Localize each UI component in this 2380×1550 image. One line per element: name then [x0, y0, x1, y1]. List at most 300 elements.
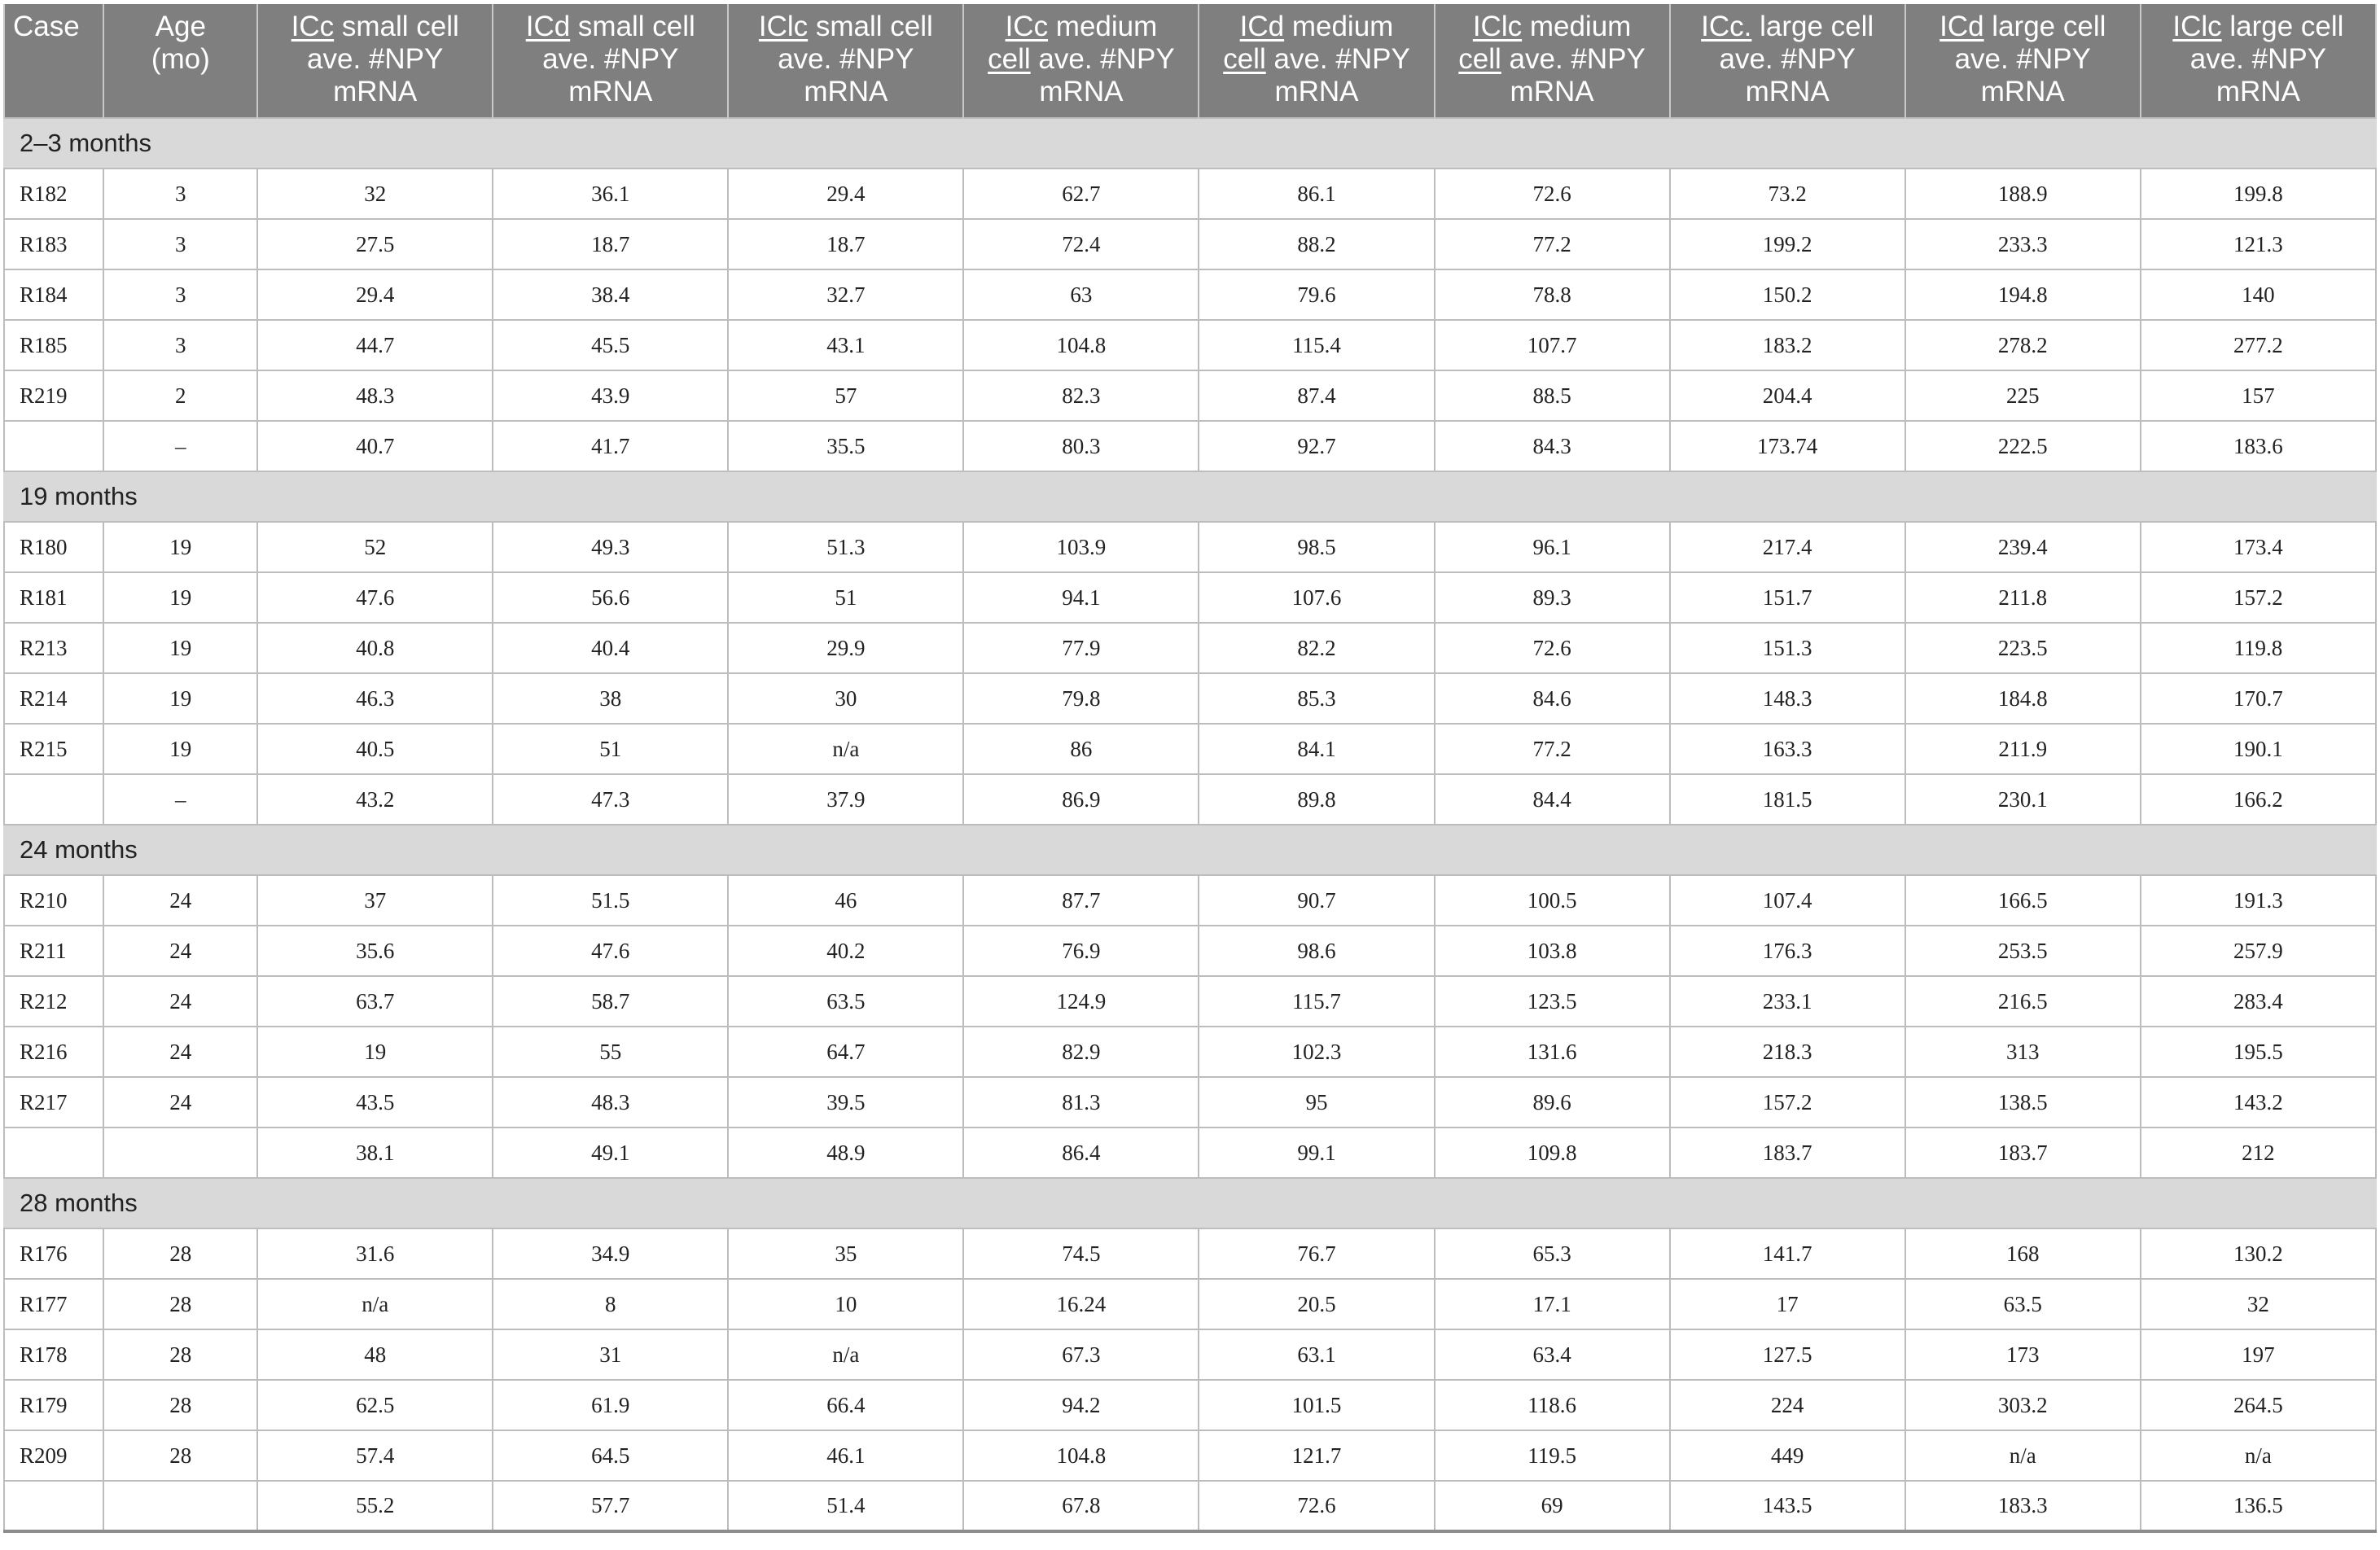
value-cell: 76.7 — [1199, 1228, 1434, 1279]
value-cell: 65.3 — [1435, 1228, 1670, 1279]
value-cell: 51.3 — [728, 522, 963, 572]
value-cell: 82.3 — [963, 370, 1199, 421]
value-cell: 52 — [257, 522, 493, 572]
case-cell: R184 — [4, 269, 103, 320]
value-cell: 84.3 — [1435, 421, 1670, 471]
value-cell: 82.2 — [1199, 623, 1434, 673]
value-cell: 96.1 — [1435, 522, 1670, 572]
column-header — [2141, 4, 2376, 118]
value-cell: 103.9 — [963, 522, 1199, 572]
value-cell: 72.4 — [963, 219, 1199, 269]
value-cell: n/a — [728, 724, 963, 774]
value-cell: 84.4 — [1435, 774, 1670, 825]
value-cell: 38.4 — [493, 269, 728, 320]
column-header-line: cell ave. #NPY — [988, 43, 1175, 75]
column-header-line: ave. #NPY — [307, 43, 444, 75]
value-cell: 98.6 — [1199, 926, 1434, 976]
age-cell: 24 — [103, 976, 257, 1027]
value-cell: 51.5 — [493, 875, 728, 926]
age-cell: 24 — [103, 1077, 257, 1127]
group-label: 28 months — [4, 1178, 2376, 1228]
value-cell: 63.5 — [728, 976, 963, 1027]
table-row — [4, 219, 2376, 269]
value-cell: 47.3 — [493, 774, 728, 825]
value-cell: 157.2 — [1670, 1077, 1905, 1127]
value-cell: 40.8 — [257, 623, 493, 673]
value-cell: 19 — [257, 1027, 493, 1077]
value-cell: 87.7 — [963, 875, 1199, 926]
group-header-row — [4, 825, 2376, 875]
value-cell: 46 — [728, 875, 963, 926]
column-header-region: ICc — [291, 11, 335, 42]
age-cell — [103, 1481, 257, 1531]
column-header-line: ICc. large cell — [1701, 11, 1874, 42]
value-cell: 64.7 — [728, 1027, 963, 1077]
value-cell: 86.1 — [1199, 169, 1434, 219]
value-cell: 102.3 — [1199, 1027, 1434, 1077]
value-cell: 115.4 — [1199, 320, 1434, 370]
column-header — [1670, 4, 1905, 118]
table-row — [4, 926, 2376, 976]
value-cell: 183.2 — [1670, 320, 1905, 370]
column-header-line: mRNA — [333, 76, 418, 107]
column-header-line: ICd large cell — [1940, 11, 2106, 42]
column-header — [963, 4, 1199, 118]
value-cell: 239.4 — [1905, 522, 2141, 572]
value-cell: 233.3 — [1905, 219, 2141, 269]
case-cell: R183 — [4, 219, 103, 269]
column-header-line: ICd small cell — [525, 11, 695, 42]
column-header — [4, 4, 103, 118]
value-cell: 17 — [1670, 1279, 1905, 1329]
value-cell: 101.5 — [1199, 1380, 1434, 1430]
value-cell: 8 — [493, 1279, 728, 1329]
value-cell: 157 — [2141, 370, 2376, 421]
table-row — [4, 1380, 2376, 1430]
value-cell: 176.3 — [1670, 926, 1905, 976]
value-cell: 51.4 — [728, 1481, 963, 1531]
value-cell: 48.3 — [493, 1077, 728, 1127]
age-cell: 19 — [103, 673, 257, 724]
value-cell: 41.7 — [493, 421, 728, 471]
value-cell: 20.5 — [1199, 1279, 1434, 1329]
value-cell: 127.5 — [1670, 1329, 1905, 1380]
value-cell: 38 — [493, 673, 728, 724]
table-container — [3, 4, 2377, 1533]
column-header-line: cell ave. #NPY — [1458, 43, 1646, 75]
value-cell: 151.3 — [1670, 623, 1905, 673]
value-cell: 148.3 — [1670, 673, 1905, 724]
age-cell: 28 — [103, 1380, 257, 1430]
value-cell: 35.6 — [257, 926, 493, 976]
value-cell: 183.3 — [1905, 1481, 2141, 1531]
value-cell: 57.4 — [257, 1430, 493, 1481]
table-row — [4, 370, 2376, 421]
value-cell: 233.1 — [1670, 976, 1905, 1027]
value-cell: 58.7 — [493, 976, 728, 1027]
value-cell: 143.2 — [2141, 1077, 2376, 1127]
column-header-line: IClc small cell — [758, 11, 933, 42]
table-row — [4, 673, 2376, 724]
value-cell: 131.6 — [1435, 1027, 1670, 1077]
case-cell — [4, 1481, 103, 1531]
table-row — [4, 1279, 2376, 1329]
column-header — [493, 4, 728, 118]
value-cell: 32.7 — [728, 269, 963, 320]
age-cell: 3 — [103, 169, 257, 219]
value-cell: 18.7 — [493, 219, 728, 269]
value-cell: 449 — [1670, 1430, 1905, 1481]
age-cell: 19 — [103, 572, 257, 623]
case-cell: R176 — [4, 1228, 103, 1279]
value-cell: 62.7 — [963, 169, 1199, 219]
table-row — [4, 1077, 2376, 1127]
value-cell: 46.3 — [257, 673, 493, 724]
value-cell: 77.2 — [1435, 219, 1670, 269]
value-cell: 190.1 — [2141, 724, 2376, 774]
value-cell: 29.4 — [257, 269, 493, 320]
table-row — [4, 572, 2376, 623]
value-cell: 80.3 — [963, 421, 1199, 471]
column-header-region: cell — [1223, 43, 1266, 75]
age-cell: 28 — [103, 1228, 257, 1279]
value-cell: 264.5 — [2141, 1380, 2376, 1430]
value-cell: 225 — [1905, 370, 2141, 421]
age-cell: 24 — [103, 1027, 257, 1077]
value-cell: n/a — [1905, 1430, 2141, 1481]
case-cell: R179 — [4, 1380, 103, 1430]
value-cell: 217.4 — [1670, 522, 1905, 572]
case-cell: R219 — [4, 370, 103, 421]
value-cell: 72.6 — [1199, 1481, 1434, 1531]
case-cell: R210 — [4, 875, 103, 926]
value-cell: 29.4 — [728, 169, 963, 219]
value-cell: 81.3 — [963, 1077, 1199, 1127]
column-header-region: cell — [1458, 43, 1501, 75]
value-cell: 94.1 — [963, 572, 1199, 623]
value-cell: 173 — [1905, 1329, 2141, 1380]
value-cell: 40.5 — [257, 724, 493, 774]
age-cell: 19 — [103, 724, 257, 774]
column-header-line: ICc small cell — [291, 11, 459, 42]
value-cell: 43.2 — [257, 774, 493, 825]
value-cell: 35 — [728, 1228, 963, 1279]
table-row — [4, 623, 2376, 673]
column-header-region: IClc — [758, 11, 809, 42]
column-header-line: mRNA — [1510, 76, 1594, 107]
value-cell: 48 — [257, 1329, 493, 1380]
value-cell: 90.7 — [1199, 875, 1434, 926]
column-header-region: ICc — [1005, 11, 1049, 42]
value-cell: 89.6 — [1435, 1077, 1670, 1127]
value-cell: 107.6 — [1199, 572, 1434, 623]
value-cell: 138.5 — [1905, 1077, 2141, 1127]
value-cell: 88.2 — [1199, 219, 1434, 269]
column-header — [1199, 4, 1434, 118]
mean-row — [4, 774, 2376, 825]
value-cell: 63.7 — [257, 976, 493, 1027]
value-cell: 63 — [963, 269, 1199, 320]
value-cell: 94.2 — [963, 1380, 1199, 1430]
case-cell: R180 — [4, 522, 103, 572]
value-cell: 38.1 — [257, 1127, 493, 1178]
value-cell: 184.8 — [1905, 673, 2141, 724]
value-cell: 37 — [257, 875, 493, 926]
value-cell: 46.1 — [728, 1430, 963, 1481]
value-cell: 63.1 — [1199, 1329, 1434, 1380]
value-cell: 119.5 — [1435, 1430, 1670, 1481]
table-row — [4, 1027, 2376, 1077]
table-row — [4, 169, 2376, 219]
value-cell: 119.8 — [2141, 623, 2376, 673]
value-cell: 224 — [1670, 1380, 1905, 1430]
value-cell: 223.5 — [1905, 623, 2141, 673]
table-row — [4, 1228, 2376, 1279]
value-cell: 103.8 — [1435, 926, 1670, 976]
value-cell: 62.5 — [257, 1380, 493, 1430]
case-cell: R214 — [4, 673, 103, 724]
age-cell: 24 — [103, 926, 257, 976]
case-cell: R217 — [4, 1077, 103, 1127]
value-cell: 47.6 — [493, 926, 728, 976]
age-cell: 28 — [103, 1279, 257, 1329]
value-cell: 166.5 — [1905, 875, 2141, 926]
value-cell: 183.7 — [1905, 1127, 2141, 1178]
bottom-rule-cell — [4, 1531, 2376, 1533]
column-header-line: ave. #NPY — [778, 43, 914, 75]
column-header-region: cell — [988, 43, 1031, 75]
column-header-line: ave. #NPY — [1954, 43, 2091, 75]
column-header-region: ICd — [1940, 11, 1984, 42]
value-cell: 74.5 — [963, 1228, 1199, 1279]
column-header-line: (mo) — [151, 43, 210, 75]
value-cell: 157.2 — [2141, 572, 2376, 623]
value-cell: 86.9 — [963, 774, 1199, 825]
value-cell: 257.9 — [2141, 926, 2376, 976]
table-row — [4, 976, 2376, 1027]
value-cell: 181.5 — [1670, 774, 1905, 825]
group-label: 19 months — [4, 471, 2376, 522]
value-cell: 313 — [1905, 1027, 2141, 1077]
value-cell: 109.8 — [1435, 1127, 1670, 1178]
value-cell: 204.4 — [1670, 370, 1905, 421]
column-header-line: mRNA — [1274, 76, 1359, 107]
value-cell: 88.5 — [1435, 370, 1670, 421]
value-cell: 277.2 — [2141, 320, 2376, 370]
value-cell: 78.8 — [1435, 269, 1670, 320]
value-cell: 199.2 — [1670, 219, 1905, 269]
value-cell: 173.74 — [1670, 421, 1905, 471]
case-cell: R185 — [4, 320, 103, 370]
value-cell: 73.2 — [1670, 169, 1905, 219]
case-cell — [4, 1127, 103, 1178]
npy-mrna-table — [3, 4, 2377, 1533]
value-cell: 98.5 — [1199, 522, 1434, 572]
value-cell: 278.2 — [1905, 320, 2141, 370]
value-cell: 48.9 — [728, 1127, 963, 1178]
value-cell: 199.8 — [2141, 169, 2376, 219]
value-cell: 57 — [728, 370, 963, 421]
case-cell — [4, 774, 103, 825]
value-cell: n/a — [257, 1279, 493, 1329]
value-cell: n/a — [2141, 1430, 2376, 1481]
age-cell: 3 — [103, 269, 257, 320]
value-cell: 18.7 — [728, 219, 963, 269]
value-cell: 173.4 — [2141, 522, 2376, 572]
value-cell: 51 — [728, 572, 963, 623]
value-cell: 39.5 — [728, 1077, 963, 1127]
value-cell: 31 — [493, 1329, 728, 1380]
value-cell: 222.5 — [1905, 421, 2141, 471]
value-cell: 87.4 — [1199, 370, 1434, 421]
value-cell: 188.9 — [1905, 169, 2141, 219]
group-label: 2–3 months — [4, 118, 2376, 169]
group-header-row — [4, 471, 2376, 522]
value-cell: 303.2 — [1905, 1380, 2141, 1430]
value-cell: n/a — [728, 1329, 963, 1380]
value-cell: 40.7 — [257, 421, 493, 471]
age-cell: 24 — [103, 875, 257, 926]
age-cell: 28 — [103, 1329, 257, 1380]
age-cell: 19 — [103, 623, 257, 673]
table-row — [4, 875, 2376, 926]
value-cell: 79.6 — [1199, 269, 1434, 320]
value-cell: 36.1 — [493, 169, 728, 219]
value-cell: 37.9 — [728, 774, 963, 825]
value-cell: 183.6 — [2141, 421, 2376, 471]
value-cell: 43.9 — [493, 370, 728, 421]
value-cell: 118.6 — [1435, 1380, 1670, 1430]
value-cell: 43.1 — [728, 320, 963, 370]
value-cell: 195.5 — [2141, 1027, 2376, 1077]
value-cell: 85.3 — [1199, 673, 1434, 724]
value-cell: 194.8 — [1905, 269, 2141, 320]
value-cell: 143.5 — [1670, 1481, 1905, 1531]
value-cell: 63.5 — [1905, 1279, 2141, 1329]
value-cell: 283.4 — [2141, 976, 2376, 1027]
value-cell: 123.5 — [1435, 976, 1670, 1027]
value-cell: 92.7 — [1199, 421, 1434, 471]
table-row — [4, 1430, 2376, 1481]
age-cell: 3 — [103, 219, 257, 269]
value-cell: 230.1 — [1905, 774, 2141, 825]
value-cell: 55 — [493, 1027, 728, 1077]
value-cell: 170.7 — [2141, 673, 2376, 724]
value-cell: 104.8 — [963, 1430, 1199, 1481]
value-cell: 31.6 — [257, 1228, 493, 1279]
value-cell: 79.8 — [963, 673, 1199, 724]
value-cell: 77.9 — [963, 623, 1199, 673]
value-cell: 86 — [963, 724, 1199, 774]
value-cell: 115.7 — [1199, 976, 1434, 1027]
column-header-region: IClc — [1472, 11, 1523, 42]
value-cell: 30 — [728, 673, 963, 724]
value-cell: 216.5 — [1905, 976, 2141, 1027]
column-header-line: ICc medium — [1005, 11, 1158, 42]
age-cell: 19 — [103, 522, 257, 572]
case-cell: R216 — [4, 1027, 103, 1077]
column-header-line: ave. #NPY — [542, 43, 679, 75]
value-cell: 49.1 — [493, 1127, 728, 1178]
value-cell: 253.5 — [1905, 926, 2141, 976]
value-cell: 64.5 — [493, 1430, 728, 1481]
value-cell: 72.6 — [1435, 169, 1670, 219]
value-cell: 10 — [728, 1279, 963, 1329]
value-cell: 67.3 — [963, 1329, 1199, 1380]
case-cell: R215 — [4, 724, 103, 774]
column-header-line: mRNA — [804, 76, 888, 107]
value-cell: 211.8 — [1905, 572, 2141, 623]
value-cell: 32 — [257, 169, 493, 219]
column-header-line: mRNA — [568, 76, 653, 107]
mean-row — [4, 421, 2376, 471]
value-cell: 77.2 — [1435, 724, 1670, 774]
column-header-line: Age — [155, 11, 206, 42]
value-cell: 212 — [2141, 1127, 2376, 1178]
value-cell: 40.2 — [728, 926, 963, 976]
value-cell: 61.9 — [493, 1380, 728, 1430]
age-cell: – — [103, 774, 257, 825]
value-cell: 17.1 — [1435, 1279, 1670, 1329]
table-bottom-rule — [4, 1531, 2376, 1533]
header-row — [4, 4, 2376, 118]
value-cell: 57.7 — [493, 1481, 728, 1531]
value-cell: 107.4 — [1670, 875, 1905, 926]
value-cell: 197 — [2141, 1329, 2376, 1380]
value-cell: 16.24 — [963, 1279, 1199, 1329]
value-cell: 89.8 — [1199, 774, 1434, 825]
case-cell: R209 — [4, 1430, 103, 1481]
value-cell: 89.3 — [1435, 572, 1670, 623]
table-row — [4, 522, 2376, 572]
value-cell: 95 — [1199, 1077, 1434, 1127]
value-cell: 84.1 — [1199, 724, 1434, 774]
column-header-line: mRNA — [2216, 76, 2300, 107]
group-header-row — [4, 1178, 2376, 1228]
value-cell: 104.8 — [963, 320, 1199, 370]
value-cell: 130.2 — [2141, 1228, 2376, 1279]
case-cell — [4, 421, 103, 471]
column-header-line: IClc medium — [1472, 11, 1632, 42]
column-header-line: ave. #NPY — [1719, 43, 1856, 75]
column-header — [728, 4, 963, 118]
group-label: 24 months — [4, 825, 2376, 875]
value-cell: 191.3 — [2141, 875, 2376, 926]
value-cell: 99.1 — [1199, 1127, 1434, 1178]
value-cell: 84.6 — [1435, 673, 1670, 724]
value-cell: 45.5 — [493, 320, 728, 370]
value-cell: 150.2 — [1670, 269, 1905, 320]
column-header — [1435, 4, 1670, 118]
age-cell: – — [103, 421, 257, 471]
case-cell: R181 — [4, 572, 103, 623]
value-cell: 69 — [1435, 1481, 1670, 1531]
case-cell: R177 — [4, 1279, 103, 1329]
column-header — [257, 4, 493, 118]
table-row — [4, 320, 2376, 370]
value-cell: 55.2 — [257, 1481, 493, 1531]
case-cell: R182 — [4, 169, 103, 219]
case-cell: R212 — [4, 976, 103, 1027]
column-header-line: mRNA — [1980, 76, 2065, 107]
value-cell: 63.4 — [1435, 1329, 1670, 1380]
value-cell: 82.9 — [963, 1027, 1199, 1077]
value-cell: 49.3 — [493, 522, 728, 572]
column-header-line: Case — [13, 11, 80, 42]
column-header-line: IClc large cell — [2172, 11, 2344, 42]
value-cell: 35.5 — [728, 421, 963, 471]
value-cell: 51 — [493, 724, 728, 774]
